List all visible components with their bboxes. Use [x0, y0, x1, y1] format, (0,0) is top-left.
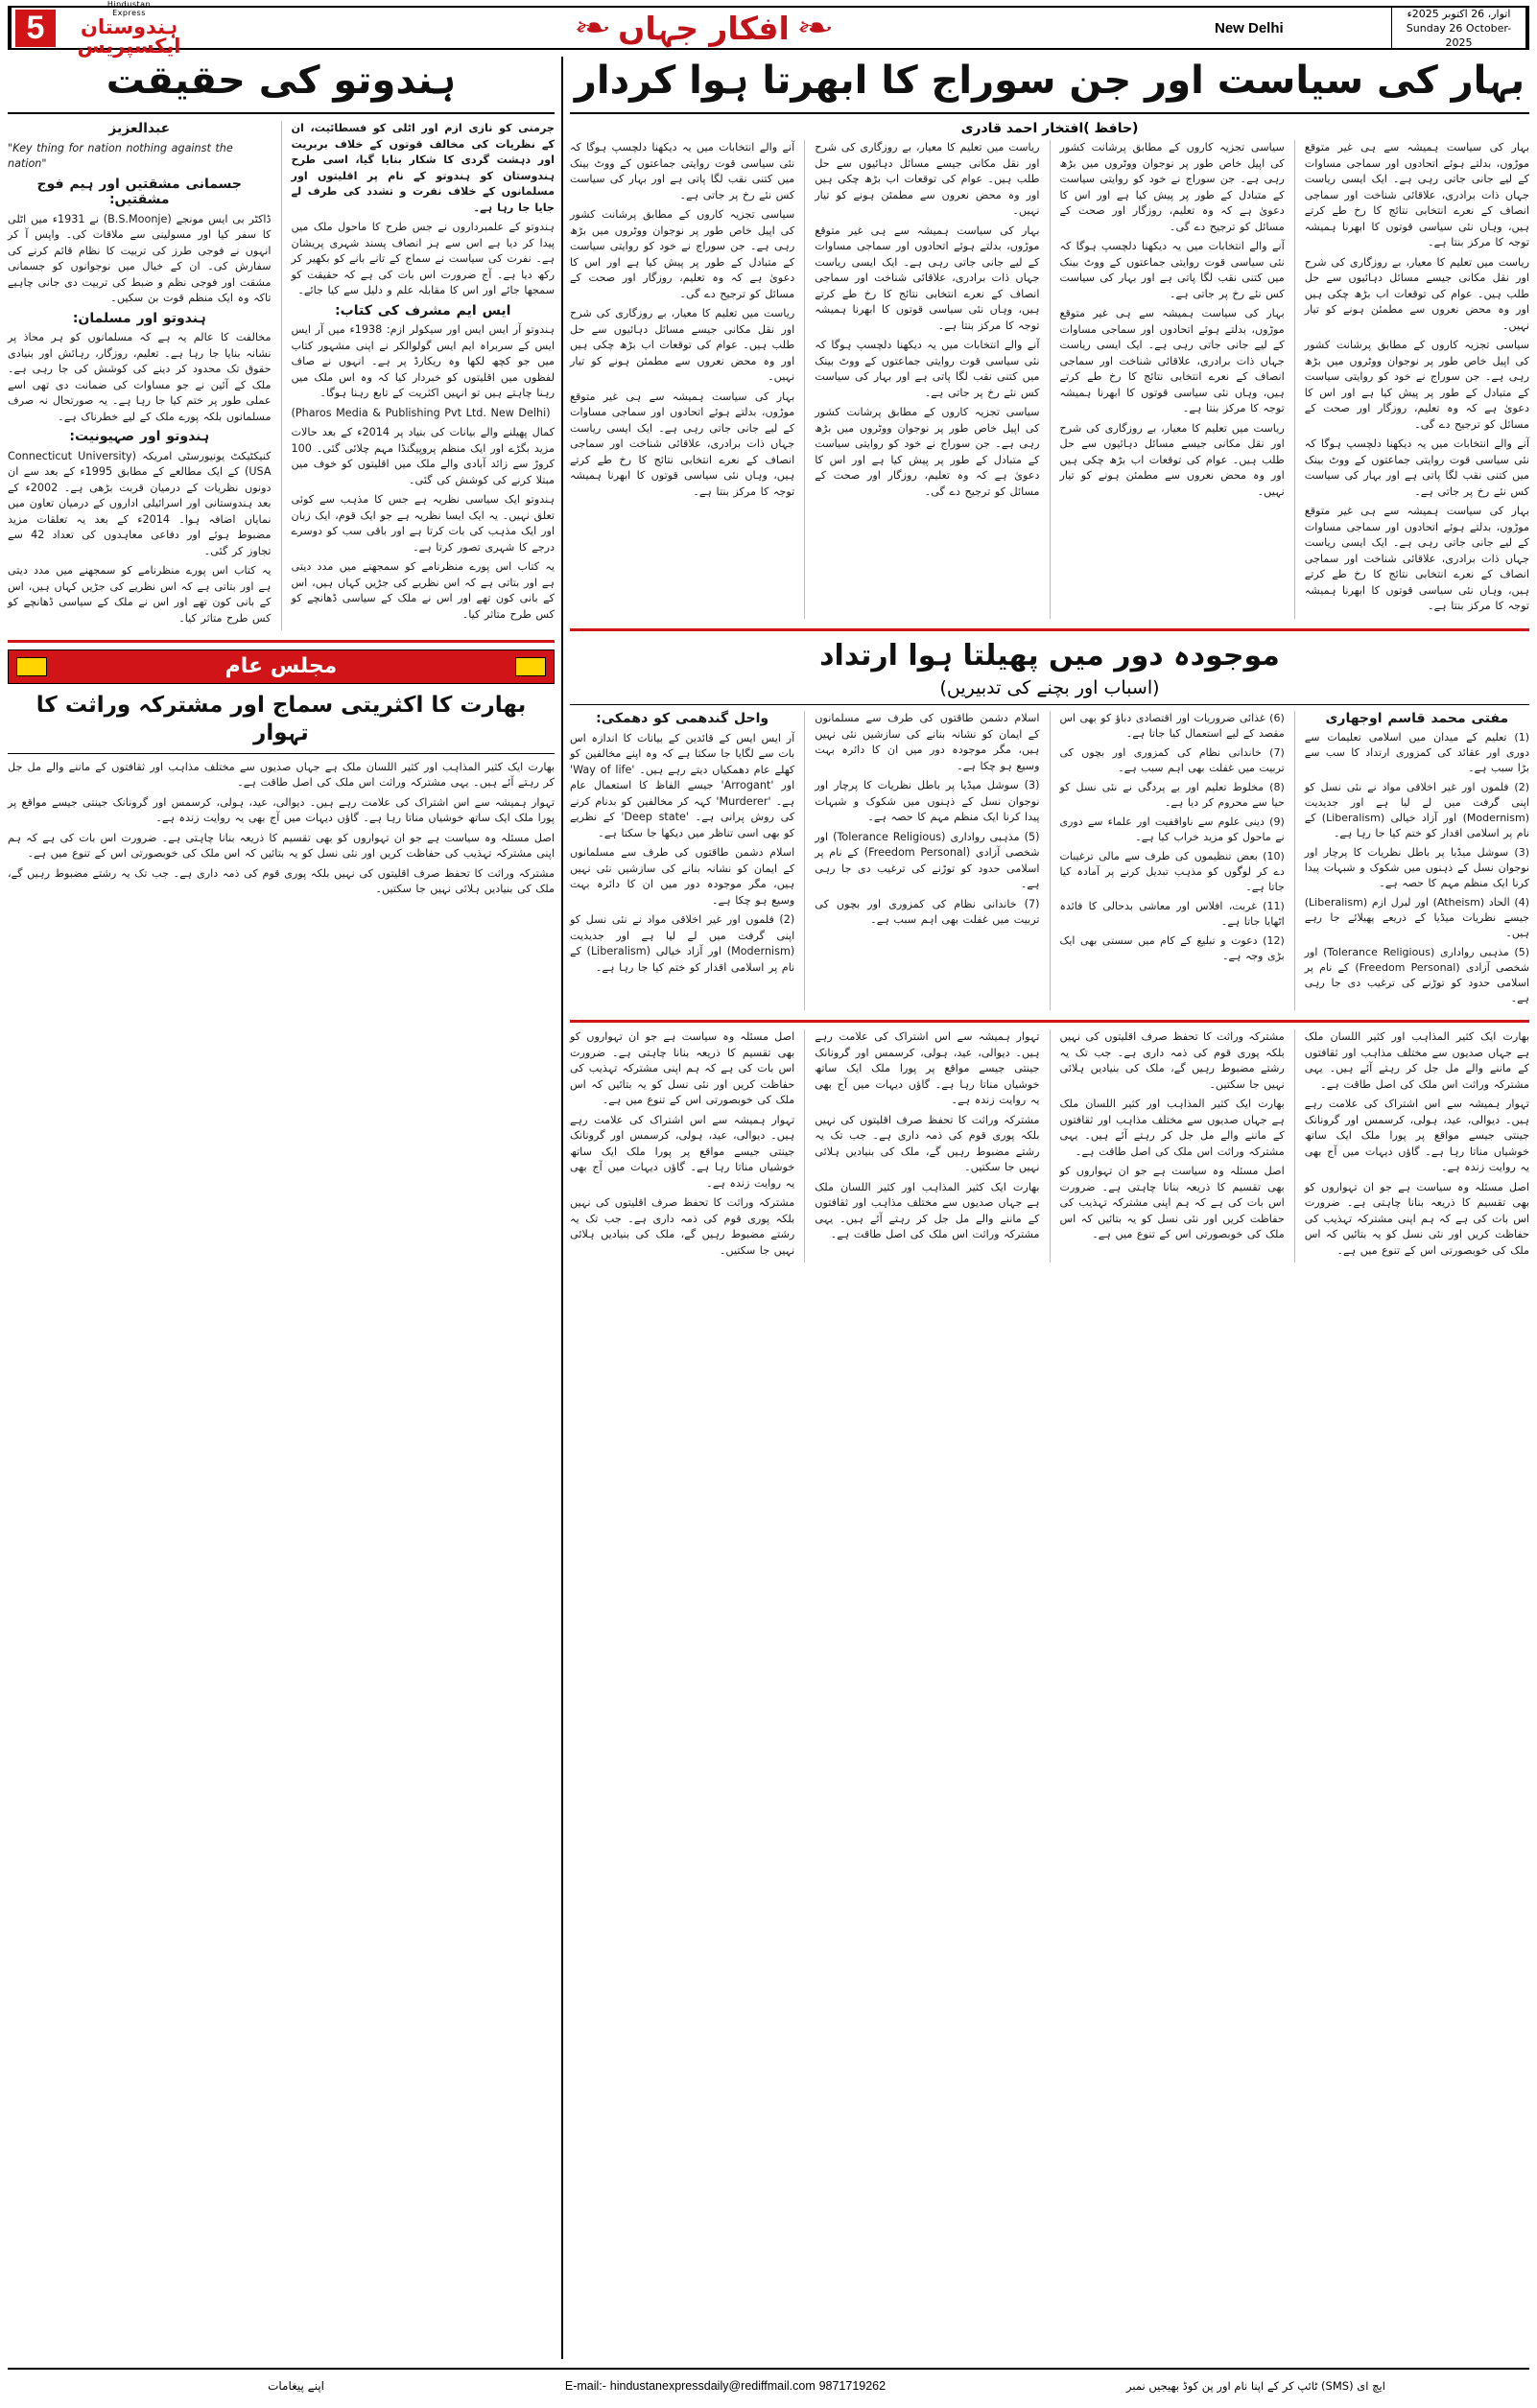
list-item: (9) دینی علوم سے ناواقفیت اور علماء سے دوری نے ماحول کو مزید خراب کیا ہے۔ [1059, 815, 1285, 843]
section-heading: ہندوتو اور مسلمان: [72, 310, 206, 326]
paragraph: اصل مسئلہ وہ سیاست ہے جو ان تہواروں کو بھی تقسیم کا ذریعہ بنانا چاہتی ہے۔ ضرورت اس بات کی ہے کہ ہم اپنی مشترکہ تہذیب کی حفاظت کریں اور نئی نسل کو یہ بتائیں کہ اس ملک کی خوبصورتی اس کے تنوع میں ہے۔ [570, 1030, 795, 1106]
column-divider [804, 1029, 805, 1263]
text-column [570, 711, 794, 1010]
paragraph: اصل مسئلہ وہ سیاست ہے جو ان تہواروں کو بھی تقسیم کا ذریعہ بنانا چاہتی ہے۔ ضرورت اس بات کی ہے کہ ہم اپنی مشترکہ تہذیب کی حفاظت کریں اور نئی نسل کو یہ بتائیں کہ اس ملک کی خوبصورتی اس کے تنوع میں ہے۔ [1059, 1165, 1285, 1240]
text-column [815, 711, 1039, 1010]
paragraph: مشترکہ وراثت کا تحفظ صرف اقلیتوں کی نہیں بلکہ پوری قوم کی ذمہ داری ہے۔ جب تک یہ رشتے مضبوط رہیں گے، ملک کی بنیادیں ہلائی نہیں جا سکتیں۔ [1059, 1030, 1285, 1091]
article-bihar [570, 57, 1529, 619]
footer-note-text: اپنے پیغامات [268, 2379, 324, 2393]
text-column [292, 121, 556, 630]
paragraph: تہوار ہمیشہ سے اس اشتراک کی علامت رہے ہیں۔ دیوالی، عید، ہولی، کرسمس اور گرونانک جینتی جیسے مواقع پر پورا ملک ایک ساتھ خوشیاں مناتا رہا ہے۔ گاؤں دیہات میں آج بھی یہ روایت زندہ ہے۔ [8, 795, 555, 824]
majlis-aam-label: مجلس عام [225, 654, 338, 678]
article-majlis [8, 649, 555, 902]
paper-logo [10, 0, 206, 58]
column-divider [804, 140, 805, 619]
paper-name-en-top: Hindustan [106, 0, 152, 9]
text-column [1305, 140, 1529, 619]
column-divider [281, 121, 282, 630]
column-divider [1050, 140, 1051, 619]
list-item: (7) خاندانی نظام کی کمزوری اور بچوں کی تربیت میں غفلت بھی اہم سبب ہے۔ [1059, 746, 1285, 774]
paragraph: آنے والے انتخابات میں یہ دیکھنا دلچسپ ہوگا کہ نئی سیاسی قوت روایتی جماعتوں کے ووٹ بینک میں کتنی نقب لگا پاتی ہے اور بہار کی سیاست کس نئے رخ پر جاتی ہے۔ [570, 141, 795, 201]
paragraph: اصل مسئلہ وہ سیاست ہے جو ان تہواروں کو بھی تقسیم کا ذریعہ بنانا چاہتی ہے۔ ضرورت اس بات کی ہے کہ ہم اپنی مشترکہ تہذیب کی حفاظت کریں اور نئی نسل کو یہ بتائیں کہ اس ملک کی خوبصورتی اس کے تنوع میں ہے۔ [8, 831, 555, 860]
article-majlis-headline: بھارت کا اکثریتی سماج اور مشترکہ وراثت کا تہوار [35, 693, 527, 745]
issue-date-en: Sunday 26 October-2025 [1406, 21, 1512, 49]
list-item: (5) مذہبی رواداری (Tolerance Religious) اور شخصی آزادی (Freedom Personal) کے نام پر اسلامی حدود کو توڑنے کی ترغیب دی جا رہی ہے۔ [1304, 946, 1530, 1004]
article-hindutva [8, 57, 555, 630]
paragraph: کمال پھیلنے والے بیانات کی بنیاد پر 2014ء کے بعد حالات مزید بگڑے اور ایک منظم پروپیگنڈا مہم چلائی گئی۔ 100 کروڑ سے زائد آبادی والے ملک میں اقلیتوں کو خوف میں مبتلا کرنے کی کوشش کی گئی۔ [291, 426, 555, 486]
lead-article-column [8, 57, 555, 2359]
paragraph: بہار کی سیاست ہمیشہ سے ہی غیر متوقع موڑوں، بدلتے ہوئے اتحادوں اور سماجی مساوات کے لیے جانی جاتی رہی ہے۔ ایک ایسی ریاست جہاں ذات برادری، علاقائی شناخت اور سماجی انصاف کے نعرے انتخابی نتائج کا رخ طے کرتے ہیں، وہاں نئی سیاسی قوتوں کا ابھرنا ہمیشہ توجہ کا مرکز بنتا ہے۔ [1059, 307, 1285, 414]
article-bihar-columns [570, 140, 1529, 619]
text-column [1060, 1029, 1285, 1263]
main-column-group [570, 57, 1529, 2359]
paragraph: ہندوتو آر ایس ایس اور سیکولر ازم: 1938ء میں آر ایس ایس کے سربراہ ایم ایس گولوالکر نے اپنی مشہور کتاب میں جو کچھ لکھا وہ ریکارڈ پر ہے۔ انہوں نے صاف لفظوں میں اقلیتوں کو خبردار کیا کہ وہ اس ملک میں رہنا چاہتے ہیں تو انہیں اکثریت کے تابع رہنا ہوگا۔ [291, 323, 556, 399]
footer-email[interactable]: hindustanexpressdaily@rediffmail.com [609, 2379, 816, 2393]
text-column [8, 121, 272, 630]
list-item: (2) فلموں اور غیر اخلاقی مواد نے نئی نسل کو اپنی گرفت میں لے لیا ہے اور جدیدیت (Modernism) اور آزاد خیالی (Liberalism) کے نام پر اسلامی اقدار کو ختم کیا جا رہا ہے۔ [1304, 781, 1529, 839]
section-heading: ہندوتو اور صہیونیت: [69, 429, 210, 444]
paragraph: سیاسی تجزیہ کاروں کے مطابق پرشانت کشور کی اپیل خاص طور پر نوجوان ووٹروں میں بڑھ رہی ہے۔ جن سوراج نے خود کو روایتی سیاست کے متبادل کے طور پر پیش کیا ہے اور اس کا دعویٰ ہے کہ وہ تعلیم، روزگار اور صحت کے مسائل کو ترجیح دے گی۔ [570, 208, 795, 300]
article-irtidad-byline: مفتی محمد قاسم اوجھاری [1325, 711, 1509, 726]
paragraph: بہار کی سیاست ہمیشہ سے ہی غیر متوقع موڑوں، بدلتے ہوئے اتحادوں اور سماجی مساوات کے لیے جانی جاتی رہی ہے۔ ایک ایسی ریاست جہاں ذات برادری، علاقائی شناخت اور سماجی انصاف کے نعرے انتخابی نتائج کا رخ طے کرتے ہیں، وہاں نئی سیاسی قوتوں کا ابھرنا ہمیشہ توجہ کا مرکز بنتا ہے۔ [815, 224, 1040, 332]
text-column [570, 1029, 794, 1263]
article-hindutva-byline: عبدالعزیز [108, 121, 171, 136]
section-heading: ایس ایم مشرف کی کتاب: [335, 302, 511, 319]
city-date-area [1201, 8, 1527, 48]
decorative-square-icon [515, 657, 546, 676]
sidebar-heading: واحل گندھمی کو دھمکی: [596, 711, 769, 726]
paragraph: آنے والے انتخابات میں یہ دیکھنا دلچسپ ہوگا کہ نئی سیاسی قوت روایتی جماعتوں کے ووٹ بینک میں کتنی نقب لگا پاتی ہے اور بہار کی سیاست کس نئے رخ پر جاتی ہے۔ [1304, 437, 1529, 498]
text-column [815, 1029, 1039, 1263]
city-name: New Delhi [1215, 19, 1284, 36]
paragraph: آنے والے انتخابات میں یہ دیکھنا دلچسپ ہوگا کہ نئی سیاسی قوت روایتی جماعتوں کے ووٹ بینک میں کتنی نقب لگا پاتی ہے اور بہار کی سیاست کس نئے رخ پر جاتی ہے۔ [815, 339, 1040, 399]
paragraph: (3) سوشل میڈیا پر باطل نظریات کا پرچار اور نوجوان نسل کے ذہنوں میں شکوک و شبہات پیدا کرنا ایک منظم مہم کا حصہ ہے۔ [815, 779, 1040, 823]
paragraph: بہار کی سیاست ہمیشہ سے ہی غیر متوقع موڑوں، بدلتے ہوئے اتحادوں اور سماجی مساوات کے لیے جانی جاتی رہی ہے۔ ایک ایسی ریاست جہاں ذات برادری، علاقائی شناخت اور سماجی انصاف کے نعرے انتخابی نتائج کا رخ طے کرتے ہیں، وہاں نئی سیاسی قوتوں کا ابھرنا ہمیشہ توجہ کا مرکز بنتا ہے۔ [1304, 141, 1529, 248]
decorative-square-icon [16, 657, 47, 676]
masthead [8, 0, 1529, 58]
vertical-divider [561, 57, 563, 2359]
paragraph: سیاسی تجزیہ کاروں کے مطابق پرشانت کشور کی اپیل خاص طور پر نوجوان ووٹروں میں بڑھ رہی ہے۔ جن سوراج نے خود کو روایتی سیاست کے متبادل کے طور پر پیش کیا ہے اور اس کا دعویٰ ہے کہ وہ تعلیم، روزگار اور صحت کے مسائل کو ترجیح دے گی۔ [1304, 339, 1529, 431]
flourish-right-icon: ❧ [573, 11, 612, 45]
paragraph: ہندوتو ایک سیاسی نظریہ ہے جس کا مذہب سے کوئی تعلق نہیں۔ یہ ایک ایسا نظریہ ہے جو ایک قوم، ایک زبان اور ایک مذہب کی بات کرتا ہے اور باقی سب کو دوسرے درجے کا شہری تصور کرتا ہے۔ [291, 493, 555, 554]
paragraph: مشترکہ وراثت کا تحفظ صرف اقلیتوں کی نہیں بلکہ پوری قوم کی ذمہ داری ہے۔ جب تک یہ رشتے مضبوط رہیں گے، ملک کی بنیادیں ہلائی نہیں جا سکتیں۔ [570, 1196, 795, 1257]
article-bihar-headline: بہار کی سیاست اور جن سوراج کا ابھرتا ہوا کردار [574, 59, 1525, 103]
footer-contact [330, 2379, 1121, 2393]
page-content [8, 57, 1529, 2359]
paragraph: ریاست میں تعلیم کا معیار، بے روزگاری کی شرح اور نقل مکانی جیسے مسائل دہائیوں سے حل طلب ہیں۔ عوام کی توقعات اب بڑھ چکی ہیں اور وہ محض نعروں سے مطمئن ہونے کو تیار نہیں۔ [1304, 255, 1529, 332]
list-item: (6) غذائی ضروریات اور اقتصادی دباؤ کو بھی اس مقصد کے لیے استعمال کیا جاتا ہے۔ [1059, 712, 1285, 740]
paragraph: سیاسی تجزیہ کاروں کے مطابق پرشانت کشور کی اپیل خاص طور پر نوجوان ووٹروں میں بڑھ رہی ہے۔ جن سوراج نے خود کو روایتی سیاست کے متبادل کے طور پر پیش کیا ہے اور اس کا دعویٰ ہے کہ وہ تعلیم، روزگار اور صحت کے مسائل کو ترجیح دے گی۔ [1059, 141, 1285, 233]
paragraph: یہ کتاب اس پورے منظرنامے کو سمجھنے میں مدد دیتی ہے اور بتاتی ہے کہ اس نظریے کی جڑیں کہاں ہیں، اس کے بانی کون تھے اور اس نے ملک کے سیاسی ڈھانچے کو کس طرح متاثر کیا۔ [291, 560, 555, 621]
paragraph: تہوار ہمیشہ سے اس اشتراک کی علامت رہے ہیں۔ دیوالی، عید، ہولی، کرسمس اور گرونانک جینتی جیسے مواقع پر پورا ملک ایک ساتھ خوشیاں مناتا رہا ہے۔ گاؤں دیہات میں آج بھی یہ روایت زندہ ہے۔ [1304, 1098, 1529, 1173]
column-divider [1050, 1029, 1051, 1263]
paragraph: تہوار ہمیشہ سے اس اشتراک کی علامت رہے ہیں۔ دیوالی، عید، ہولی، کرسمس اور گرونانک جینتی جیسے مواقع پر پورا ملک ایک ساتھ خوشیاں مناتا رہا ہے۔ گاؤں دیہات میں آج بھی یہ روایت زندہ ہے۔ [570, 1113, 795, 1190]
paragraph: (7) خاندانی نظام کی کمزوری اور بچوں کی تربیت میں غفلت بھی اہم سبب ہے۔ [815, 897, 1040, 926]
article-majlis-columns [8, 760, 555, 902]
pull-quote: "Key thing for nation nothing against the nation" [8, 141, 233, 170]
paper-logo-text [56, 0, 202, 56]
article-separator [8, 640, 555, 643]
paragraph: بہار کی سیاست ہمیشہ سے ہی غیر متوقع موڑوں، بدلتے ہوئے اتحادوں اور سماجی مساوات کے لیے جانی جاتی رہی ہے۔ ایک ایسی ریاست جہاں ذات برادری، علاقائی شناخت اور سماجی انصاف کے نعرے انتخابی نتائج کا رخ طے کرتے ہیں، وہاں نئی سیاسی قوتوں کا ابھرنا ہمیشہ توجہ کا مرکز بنتا ہے۔ [1304, 505, 1529, 612]
issue-date [1391, 8, 1525, 48]
list-item: (3) سوشل میڈیا پر باطل نظریات کا پرچار اور نوجوان نسل کے ذہنوں میں شکوک و شبہات پیدا کرنا ایک منظم مہم کا حصہ ہے۔ [1304, 846, 1529, 889]
paragraph: ڈاکٹر بی ایس مونجے (B.S.Moonje) نے 1931ء میں اٹلی کا سفر کیا اور مسولینی سے ملاقات کی۔ واپس آ کر انہوں نے فوجی طرز کی تربیت کا نظام قائم کرنے کی سفارش کی۔ ان کے خیال میں نوجوانوں کو جسمانی مشقت اور فوجی نظم و ضبط کی تربیت دی جانی چاہیے تاکہ وہ ایک منظم قوت بن سکیں۔ [8, 212, 272, 304]
paragraph: اسلام دشمن طاقتوں کی طرف سے مسلمانوں کے ایمان کو نشانہ بنانے کی سازشیں نئی نہیں ہیں، مگر موجودہ دور میں ان کا دائرہ بہت وسیع ہو چکا ہے۔ [570, 846, 795, 907]
paragraph: آنے والے انتخابات میں یہ دیکھنا دلچسپ ہوگا کہ نئی سیاسی قوت روایتی جماعتوں کے ووٹ بینک میں کتنی نقب لگا پاتی ہے اور بہار کی سیاست کس نئے رخ پر جاتی ہے۔ [1059, 240, 1285, 300]
paragraph: بہار کی سیاست ہمیشہ سے ہی غیر متوقع موڑوں، بدلتے ہوئے اتحادوں اور سماجی مساوات کے لیے جانی جاتی رہی ہے۔ ایک ایسی ریاست جہاں ذات برادری، علاقائی شناخت اور سماجی انصاف کے نعرے انتخابی نتائج کا رخ طے کرتے ہیں، وہاں نئی سیاسی قوتوں کا ابھرنا ہمیشہ توجہ کا مرکز بنتا ہے۔ [570, 390, 795, 498]
citation: (Pharos Media & Publishing Pvt Ltd. New Delhi) [291, 406, 551, 419]
list-item: (1) تعلیم کے میدان میں اسلامی تعلیمات سے دوری اور عقائد کی کمزوری ارتداد کا سب سے بڑا سبب ہے۔ [1304, 731, 1529, 774]
column-divider [1294, 1029, 1295, 1263]
column-divider [1294, 140, 1295, 619]
article-separator [570, 1020, 1529, 1023]
paragraph: (5) مذہبی رواداری (Tolerance Religious) اور شخصی آزادی (Freedom Personal) کے نام پر اسلامی حدود کو توڑنے کی ترغیب دی جا رہی ہے۔ [815, 830, 1040, 890]
paragraph: کنیکٹیکٹ یونیورسٹی امریکہ (Connecticut University USA) کے ایک مطالعے کے مطابق 1995ء کے بعد سے ان دونوں نظریات کے درمیان قربت بڑھی ہے۔ 2002ء کے بعد ہندوستانی اور اسرائیلی اداروں کے درمیان تعاون میں نمایاں اضافہ ہوا۔ 2014ء کے بعد یہ تعلقات مزید مضبوط ہوئے اور دفاعی معاہدوں کی تعداد 42 سے تجاوز کر گئی۔ [8, 449, 272, 557]
majlis-aam-bar [8, 649, 555, 684]
section-title: افکار جہاں [618, 9, 790, 47]
paragraph: آر ایس ایس کے قائدین کے بیانات کا اندازہ اس بات سے لگایا جا سکتا ہے کہ وہ اپنے مخالفین کو کھلے عام دھمکیاں دیتے رہے ہیں۔ 'Way of life' اور 'Arrogant' جیسے الفاظ کا استعمال عام ہے۔ 'Murderer' کہہ کر مخالفین کو بدنام کرنے کی روش پرانی ہے۔ 'Deep state' کے نظریے کو بھی اسی تناظر میں دیکھا جا سکتا ہے۔ [570, 731, 795, 839]
section-heading: جسمانی مشقتیں اور ہیم فوج مشقتیں: [36, 176, 242, 207]
paragraph: مشترکہ وراثت کا تحفظ صرف اقلیتوں کی نہیں بلکہ پوری قوم کی ذمہ داری ہے۔ جب تک یہ رشتے مضبوط رہیں گے، ملک کی بنیادیں ہلائی نہیں جا سکتیں۔ [8, 866, 555, 895]
footer-sms-note [1121, 2379, 1529, 2393]
article-bihar-byline: (حافظ )افتخار احمد قادری [960, 121, 1139, 136]
list-item: (10) بعض تنظیموں کی طرف سے مالی ترغیبات دے کر لوگوں کو مذہب تبدیل کرنے پر آمادہ کیا جاتا ہے۔ [1059, 850, 1285, 893]
footer-sms-text: ایچ ای (SMS) ٹائپ کر کے اپنا نام اور پن کوڈ بھیجیں نمبر [1126, 2379, 1385, 2393]
column-divider [1294, 711, 1295, 1010]
paragraph: یہ کتاب اس پورے منظرنامے کو سمجھنے میں مدد دیتی ہے اور بتاتی ہے کہ اس نظریے کی جڑیں کہاں ہیں، اس کے بانی کون تھے اور اس نے ملک کے سیاسی ڈھانچے کو کس طرح متاثر کیا۔ [8, 564, 272, 625]
paragraph: سیاسی تجزیہ کاروں کے مطابق پرشانت کشور کی اپیل خاص طور پر نوجوان ووٹروں میں بڑھ رہی ہے۔ جن سوراج نے خود کو روایتی سیاست کے متبادل کے طور پر پیش کیا ہے اور اس کا دعویٰ ہے کہ وہ تعلیم، روزگار اور صحت کے مسائل کو ترجیح دے گی۔ [815, 406, 1040, 498]
paragraph: (2) فلموں اور غیر اخلاقی مواد نے نئی نسل کو اپنی گرفت میں لے لیا ہے اور جدیدیت (Modernism) اور آزاد خیالی (Liberalism) کے نام پر اسلامی اقدار کو ختم کیا جا رہا ہے۔ [570, 913, 795, 974]
paragraph: اسلام دشمن طاقتوں کی طرف سے مسلمانوں کے ایمان کو نشانہ بنانے کی سازشیں نئی نہیں ہیں، مگر موجودہ دور میں ان کا دائرہ بہت وسیع ہو چکا ہے۔ [815, 712, 1040, 772]
article-irtidad-subheadline: (اسباب اور بچنے کی تدبیریں) [939, 677, 1160, 698]
paragraph: بھارت ایک کثیر المذاہب اور کثیر اللسان ملک ہے جہاں صدیوں سے مختلف مذاہب اور ثقافتوں کے ماننے والے مل جل کر رہتے آئے ہیں۔ یہی مشترکہ وراثت اس ملک کی اصل طاقت ہے۔ [815, 1180, 1040, 1240]
text-column [1305, 1029, 1529, 1263]
page-number: 5 [15, 10, 56, 47]
article-irtidad-columns [570, 711, 1529, 1010]
article-separator [570, 628, 1529, 631]
text-column [570, 140, 794, 619]
text-column [1305, 711, 1529, 1010]
text-column [1060, 140, 1285, 619]
paragraph: بھارت ایک کثیر المذاہب اور کثیر اللسان ملک ہے جہاں صدیوں سے مختلف مذاہب اور ثقافتوں کے ماننے والے مل جل کر رہتے آئے ہیں۔ یہی مشترکہ وراثت اس ملک کی اصل طاقت ہے۔ [1059, 1098, 1285, 1158]
paragraph: مشترکہ وراثت کا تحفظ صرف اقلیتوں کی نہیں بلکہ پوری قوم کی ذمہ داری ہے۔ جب تک یہ رشتے مضبوط رہیں گے، ملک کی بنیادیں ہلائی نہیں جا سکتیں۔ [815, 1113, 1040, 1173]
list-item: (12) دعوت و تبلیغ کے کام میں سستی بھی ایک بڑی وجہ ہے۔ [1059, 934, 1285, 962]
section-title-area [206, 8, 1201, 48]
column-divider [804, 711, 805, 1010]
paper-name-ur-top: ہندوستان [80, 15, 178, 38]
article-irtidad [570, 638, 1529, 1011]
article-hindutva-columns [8, 121, 555, 630]
article-irtidad-headline: موجودہ دور میں پھیلتا ہوا ارتداد [819, 638, 1280, 673]
page-footer [8, 2368, 1529, 2402]
text-column [815, 140, 1039, 619]
footer-phone: 9871719262 [818, 2379, 887, 2393]
paragraph: ریاست میں تعلیم کا معیار، بے روزگاری کی شرح اور نقل مکانی جیسے مسائل دہائیوں سے حل طلب ہیں۔ عوام کی توقعات اب بڑھ چکی ہیں اور وہ محض نعروں سے مطمئن ہونے کو تیار نہیں۔ [1059, 421, 1285, 498]
issue-date-ur: اتوار، 26 اکتوبر 2025ء [1407, 7, 1511, 20]
paragraph: تہوار ہمیشہ سے اس اشتراک کی علامت رہے ہیں۔ دیوالی، عید، ہولی، کرسمس اور گرونانک جینتی جیسے مواقع پر پورا ملک ایک ساتھ خوشیاں مناتا رہا ہے۔ گاؤں دیہات میں آج بھی یہ روایت زندہ ہے۔ [815, 1030, 1040, 1106]
footer-email-label: E-mail:- [564, 2379, 606, 2393]
list-item: (11) غربت، افلاس اور معاشی بدحالی کا فائدہ اٹھایا جاتا ہے۔ [1059, 900, 1285, 928]
bottom-columns [570, 1029, 1529, 1263]
paragraph: بھارت ایک کثیر المذاہب اور کثیر اللسان ملک ہے جہاں صدیوں سے مختلف مذاہب اور ثقافتوں کے ماننے والے مل جل کر رہتے آئے ہیں۔ یہی مشترکہ وراثت اس ملک کی اصل طاقت ہے۔ [1304, 1030, 1529, 1091]
paragraph: ریاست میں تعلیم کا معیار، بے روزگاری کی شرح اور نقل مکانی جیسے مسائل دہائیوں سے حل طلب ہیں۔ عوام کی توقعات اب بڑھ چکی ہیں اور وہ محض نعروں سے مطمئن ہونے کو تیار نہیں۔ [570, 307, 795, 383]
article-hindutva-headline: ہندوتو کی حقیقت [106, 59, 457, 103]
article-intro: جرمنی کو نازی ازم اور اٹلی کو فسطائیت، ان کے نظریات کی مخالف قوتوں کے خلاف بربریت اور دہشت گردی کا شکار بنایا گیا، اسی طرح ہندوستان کو ہندوتو کے نام پر اقلیتوں اور مسلمانوں کے خلاف نفرت و تشدد کی طرف لے جایا جا رہا ہے۔ [291, 122, 555, 214]
paper-name-en-bottom: Express [112, 9, 146, 17]
flourish-left-icon: ❧ [795, 11, 835, 45]
paragraph: مخالفت کا عالم یہ ہے کہ مسلمانوں کو ہر محاذ پر نشانہ بنایا جا رہا ہے۔ تعلیم، روزگار، رہائش اور بنیادی حقوق تک محدود کر دینے کی کوشش کی جا رہی ہے۔ ملک کے آئین نے جو مساوات کی ضمانت دی تھی اسے عملی طور پر ختم کیا جا رہا ہے۔ یہ صورتحال نہ صرف مسلمانوں بلکہ پورے ملک کے لیے خطرناک ہے۔ [8, 331, 272, 423]
paragraph: ہندوتو کے علمبرداروں نے جس طرح کا ماحول ملک میں پیدا کر دیا ہے اس سے ہر انصاف پسند شہری پریشان ہے۔ نفرت کی سیاست نے سماج کے تانے بانے کو بکھیر کر رکھ دیا ہے۔ آج ضرورت اس بات کی ہے کہ حقیقت کو سمجھا جائے اور اس کا مقابلہ علم و دلیل سے کیا جائے۔ [291, 221, 555, 296]
paper-name-ur-bottom: ایکسپریس [77, 35, 181, 58]
paragraph: بھارت ایک کثیر المذاہب اور کثیر اللسان ملک ہے جہاں صدیوں سے مختلف مذاہب اور ثقافتوں کے ماننے والے مل جل کر رہتے آئے ہیں۔ یہی مشترکہ وراثت اس ملک کی اصل طاقت ہے۔ [8, 760, 555, 789]
text-column [1060, 711, 1285, 1010]
text-column [8, 760, 555, 902]
article-bottom-filler [570, 1029, 1529, 1263]
list-item: (4) الحاد (Atheism) اور لبرل ازم (Liberalism) جیسے نظریات میڈیا کے ذریعے پھیلائے جا رہے ہیں۔ [1304, 896, 1529, 939]
paragraph: ریاست میں تعلیم کا معیار، بے روزگاری کی شرح اور نقل مکانی جیسے مسائل دہائیوں سے حل طلب ہیں۔ عوام کی توقعات اب بڑھ چکی ہیں اور وہ محض نعروں سے مطمئن ہونے کو تیار نہیں۔ [815, 141, 1040, 217]
footer-left-note [8, 2379, 330, 2393]
paragraph: اصل مسئلہ وہ سیاست ہے جو ان تہواروں کو بھی تقسیم کا ذریعہ بنانا چاہتی ہے۔ ضرورت اس بات کی ہے کہ ہم اپنی مشترکہ تہذیب کی حفاظت کریں اور نئی نسل کو یہ بتائیں کہ اس ملک کی خوبصورتی اس کے تنوع میں ہے۔ [1304, 1180, 1529, 1257]
column-divider [1050, 711, 1051, 1010]
list-item: (8) مخلوط تعلیم اور بے پردگی نے نئی نسل کو حیا سے محروم کر دیا ہے۔ [1059, 781, 1285, 809]
